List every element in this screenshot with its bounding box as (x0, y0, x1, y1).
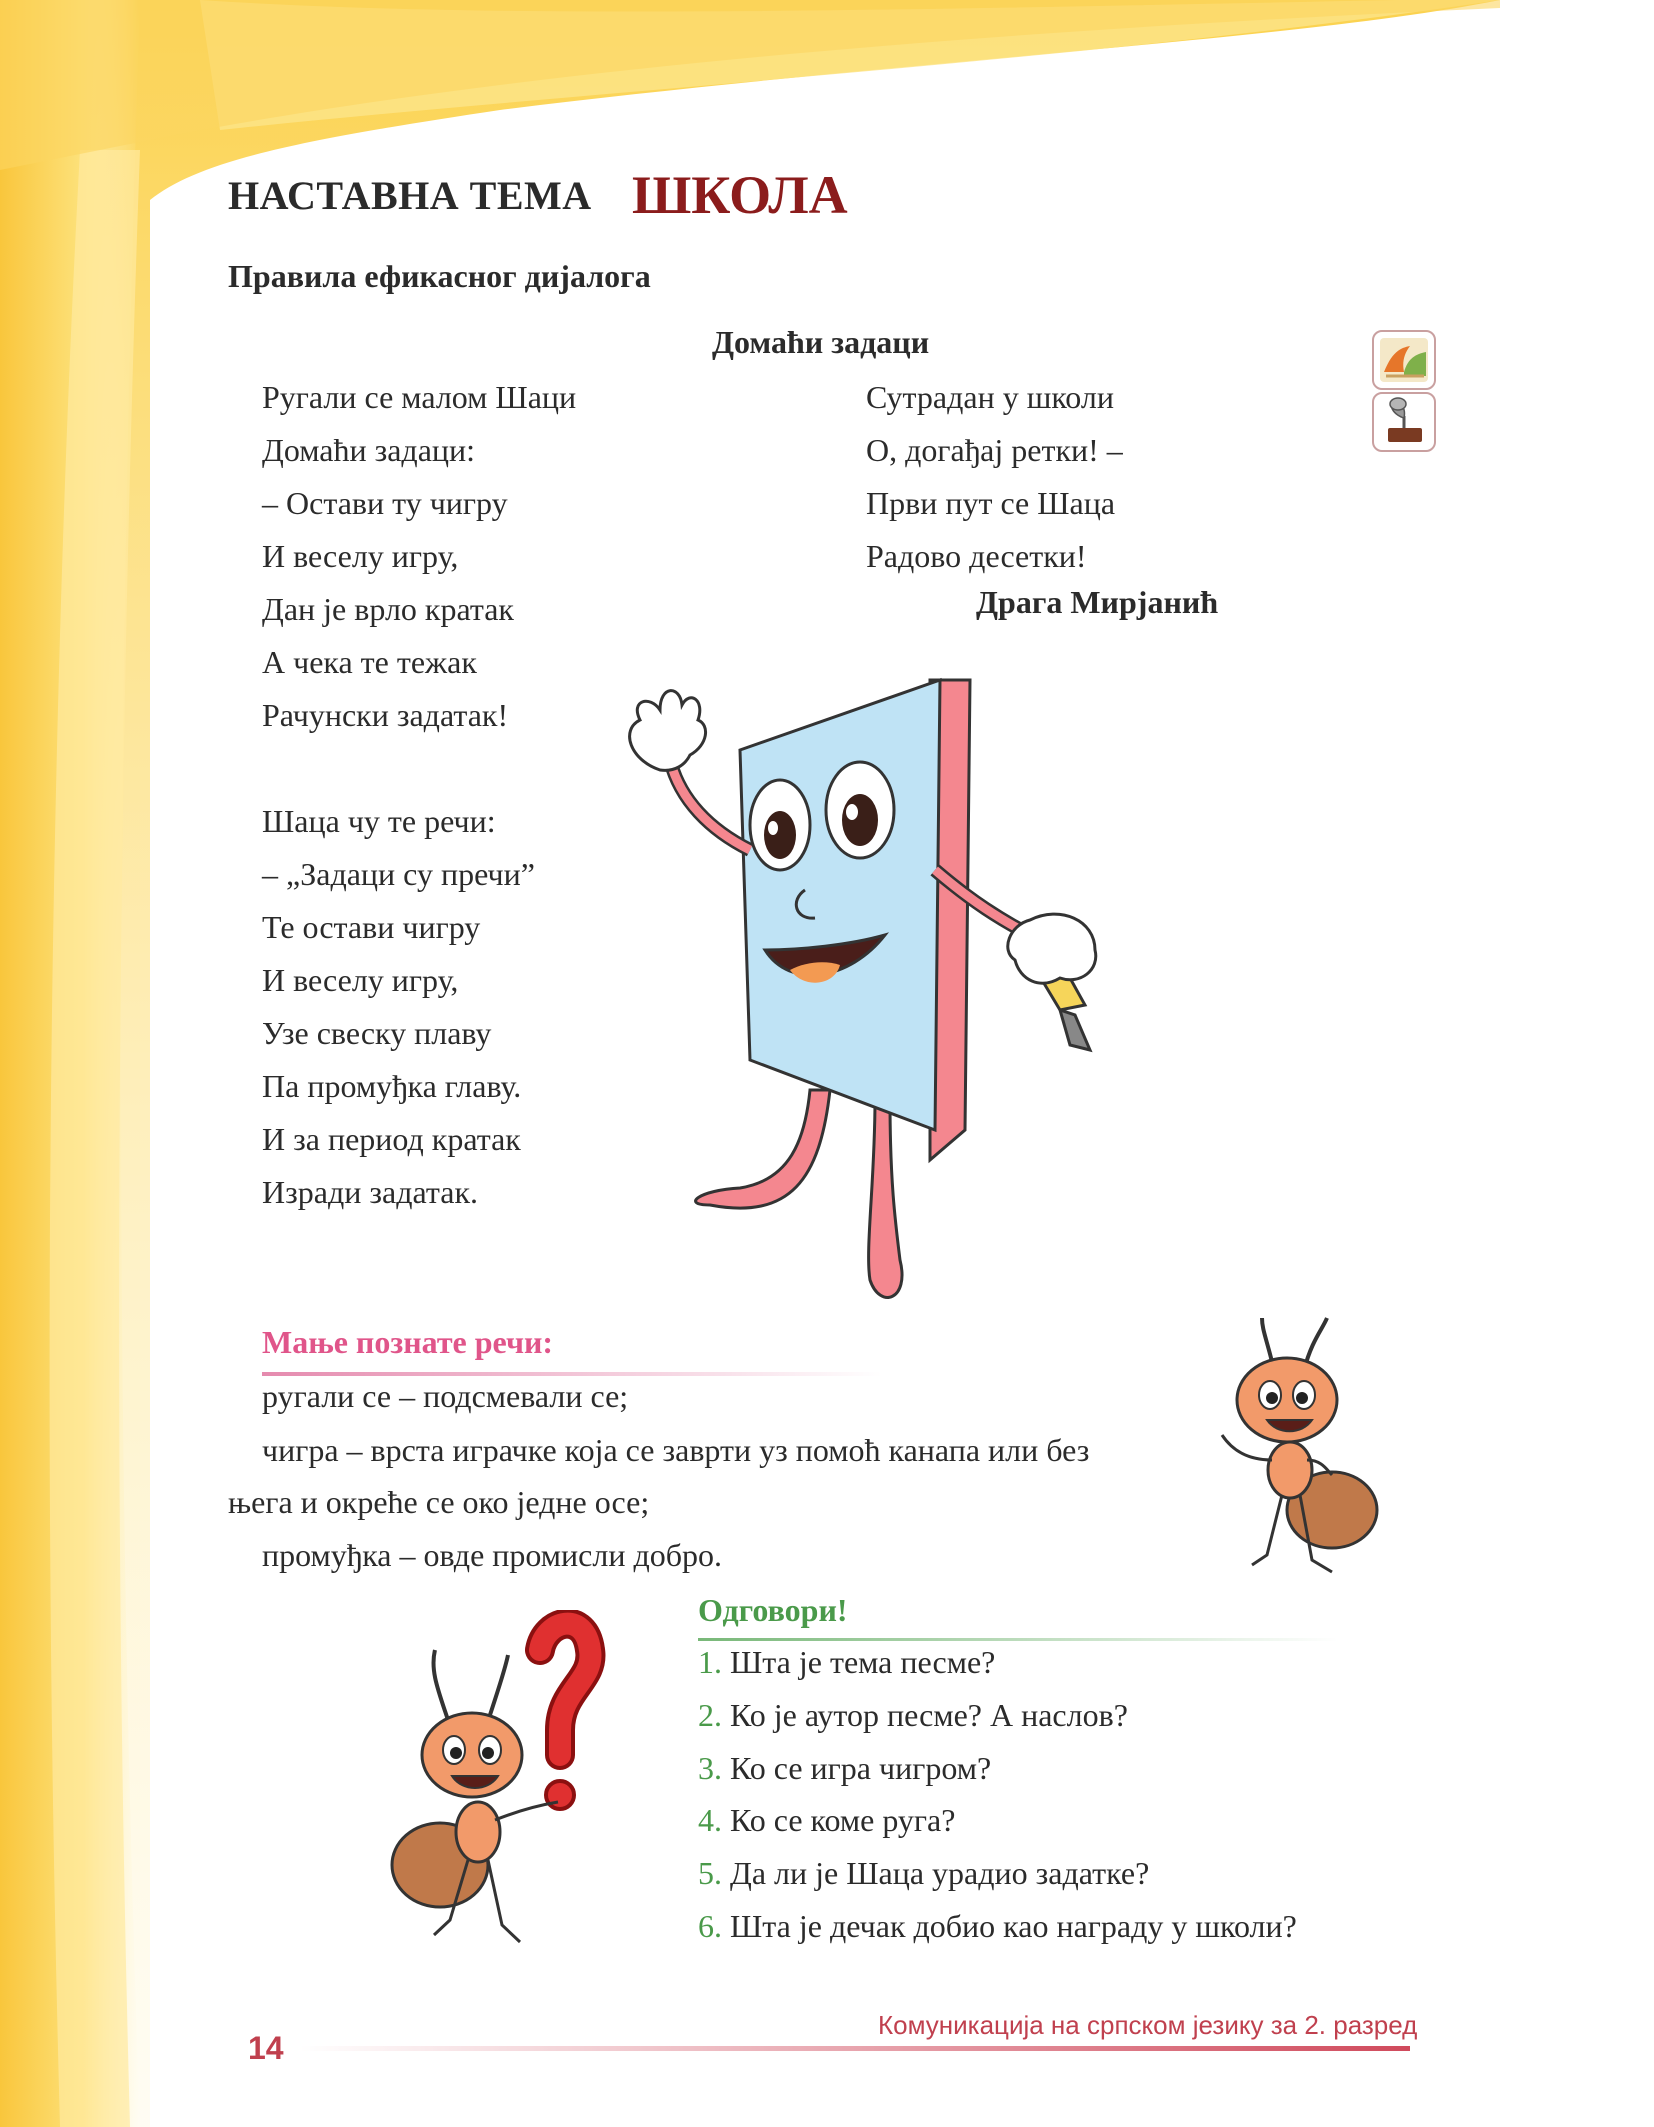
answer-underline (698, 1638, 1338, 1641)
poem-author: Драга Мирјанић (976, 584, 1219, 620)
question-number: 6. (698, 1908, 722, 1944)
question-text: Шта је тема песме? (730, 1644, 996, 1680)
poem-line: И за период кратак (262, 1121, 521, 1157)
question-number: 3. (698, 1750, 722, 1786)
footer-rule (300, 2046, 1410, 2051)
waving-ant-illustration (1212, 1310, 1392, 1610)
question-number: 5. (698, 1855, 722, 1891)
question-number: 4. (698, 1802, 722, 1838)
question-text: Шта је дечак добио као награду у школи? (730, 1908, 1297, 1944)
question-item (698, 1697, 1128, 1734)
poem-line: Рачунски задатак! (262, 697, 509, 733)
poem-line: Па промуђка главу. (262, 1068, 522, 1104)
poem-line: Домаћи задаци: (262, 432, 476, 468)
poem-line: Шаца чу те речи: (262, 803, 496, 839)
poem-line: – Остави ту чигру (262, 485, 508, 521)
question-text: Да ли је Шаца урадио задатке? (730, 1855, 1150, 1891)
poem-line (262, 742, 576, 795)
vocabulary-entry: ругали се – подсмевали се; (262, 1378, 629, 1414)
theme-name: ШКОЛА (632, 165, 848, 225)
book-title: Комуникација на српском језику за 2. разред (878, 2010, 1418, 2040)
question-text: Ко се игра чигром? (730, 1750, 992, 1786)
poem-line: – „Задаци су пречи” (262, 856, 535, 892)
question-item (698, 1750, 991, 1787)
poem-line: Изради задатак. (262, 1174, 478, 1210)
question-number: 2. (698, 1697, 722, 1733)
answer-heading: Одговори! (698, 1592, 848, 1628)
vocabulary-entry: промуђка – овде промисли добро. (262, 1537, 723, 1573)
vocabulary-underline (262, 1372, 882, 1376)
poem-line: Дан је врло кратак (262, 591, 514, 627)
question-text: Ко је аутор песме? А наслов? (730, 1697, 1128, 1733)
poem-line: Сутрадан у школи (866, 379, 1114, 415)
vocabulary-entry: чигра – врста играчке која се заврти уз помоћ канапа или без (262, 1432, 1090, 1468)
poem-line: И веселу игру, (262, 962, 459, 998)
poem-line: О, догађај ретки! – (866, 432, 1123, 468)
poem-line: Први пут се Шаца (866, 485, 1116, 521)
theme-label: НАСТАВНА ТЕМА (228, 173, 592, 218)
page-number: 14 (248, 2030, 284, 2066)
poem-line: Радово десетки! (866, 538, 1087, 574)
lesson-subtitle: Правила ефикасног дијалога (228, 258, 651, 294)
poem-line: Ругали се малом Шаци (262, 379, 577, 415)
poem-left-column (262, 371, 576, 1219)
question-item (698, 1644, 995, 1681)
question-ant-illustration (390, 1610, 650, 1980)
question-text: Ко се коме руга? (730, 1802, 956, 1838)
vocabulary-entry: њега и окреће се око једне осе; (228, 1484, 650, 1520)
question-item (698, 1855, 1149, 1892)
book-character-illustration (590, 660, 1200, 1310)
poem-line: И веселу игру, (262, 538, 459, 574)
poem-line: Те остави чигру (262, 909, 481, 945)
poem-title: Домаћи задаци (712, 324, 930, 360)
poem-line: А чека те тежак (262, 644, 477, 680)
poem-line: Узе свеску плаву (262, 1015, 492, 1051)
picture-icon[interactable] (1372, 330, 1436, 390)
question-item (698, 1908, 1297, 1945)
gramophone-icon[interactable] (1372, 392, 1436, 452)
question-number: 1. (698, 1644, 722, 1680)
poem-right-column (866, 371, 1123, 583)
vocabulary-heading: Мање познате речи: (262, 1324, 554, 1360)
question-item (698, 1802, 955, 1839)
